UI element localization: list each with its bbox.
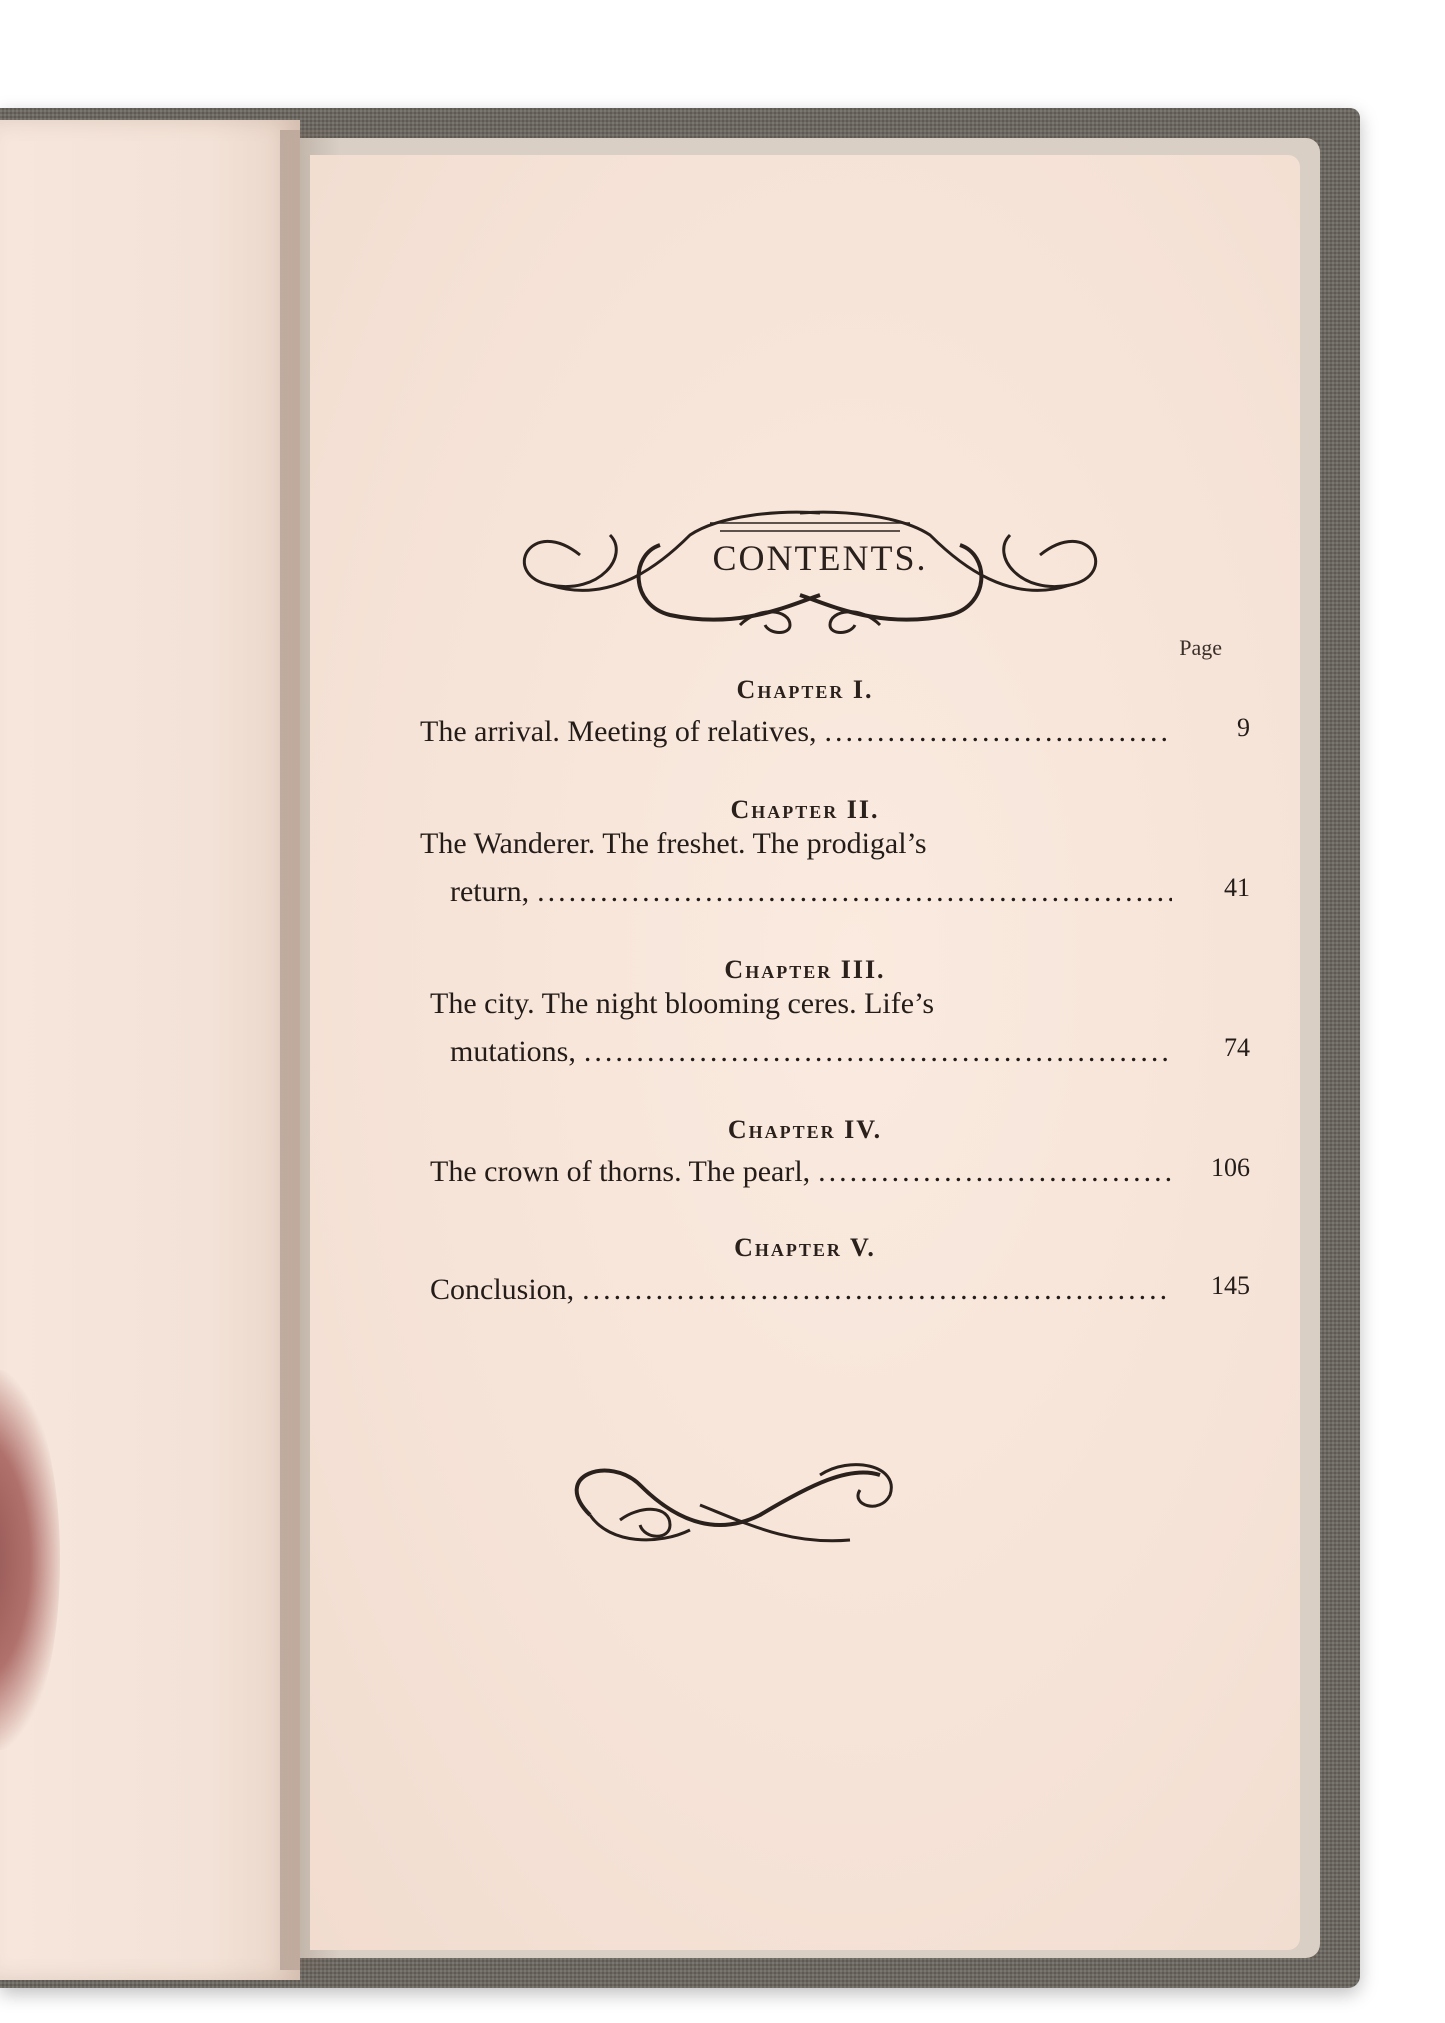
chapter-heading: Chapter IV. (727, 1115, 883, 1144)
toc-page-number: 9 (1237, 713, 1250, 742)
toc-entry-continuation: return, (450, 875, 530, 908)
toc-page-number: 74 (1224, 1033, 1250, 1062)
chapter-heading: Chapter V. (734, 1233, 876, 1262)
toc-entry (450, 1035, 1180, 1069)
leader-dots (582, 1273, 1172, 1307)
toc-entry (430, 1273, 1180, 1307)
toc-entry (420, 715, 1180, 749)
leader-dots (818, 1155, 1172, 1189)
chapter-heading: Chapter II. (730, 795, 880, 824)
leader-dots (537, 875, 1172, 909)
tailpiece-flourish-ornament (550, 1445, 910, 1555)
toc-entry-title: The Wanderer. The freshet. The prodigal’s (420, 827, 927, 860)
toc-entry-continuation: mutations, (450, 1035, 576, 1068)
toc-page-number: 41 (1224, 873, 1250, 902)
toc-entry-title: Conclusion, (430, 1273, 575, 1306)
toc-page-number: 106 (1211, 1153, 1250, 1182)
toc-entry (430, 1155, 1180, 1189)
leader-dots (584, 1035, 1172, 1069)
chapter-heading: Chapter I. (736, 675, 874, 704)
page-column-label: Page (1179, 635, 1222, 660)
toc-entry-title: The city. The night blooming ceres. Life’s (430, 987, 935, 1020)
toc-entry (450, 875, 1180, 909)
contents-page (310, 155, 1300, 1950)
toc-page-number: 145 (1211, 1271, 1250, 1300)
left-endpaper (0, 120, 300, 1980)
leader-dots (825, 715, 1172, 749)
cover-stain (0, 1370, 60, 1750)
chapter-heading: Chapter III. (724, 955, 886, 984)
toc-entry-title: The crown of thorns. The pearl, (430, 1155, 811, 1188)
toc-entry-title: The arrival. Meeting of relatives, (420, 715, 817, 748)
contents-heading: CONTENTS. (712, 538, 928, 578)
